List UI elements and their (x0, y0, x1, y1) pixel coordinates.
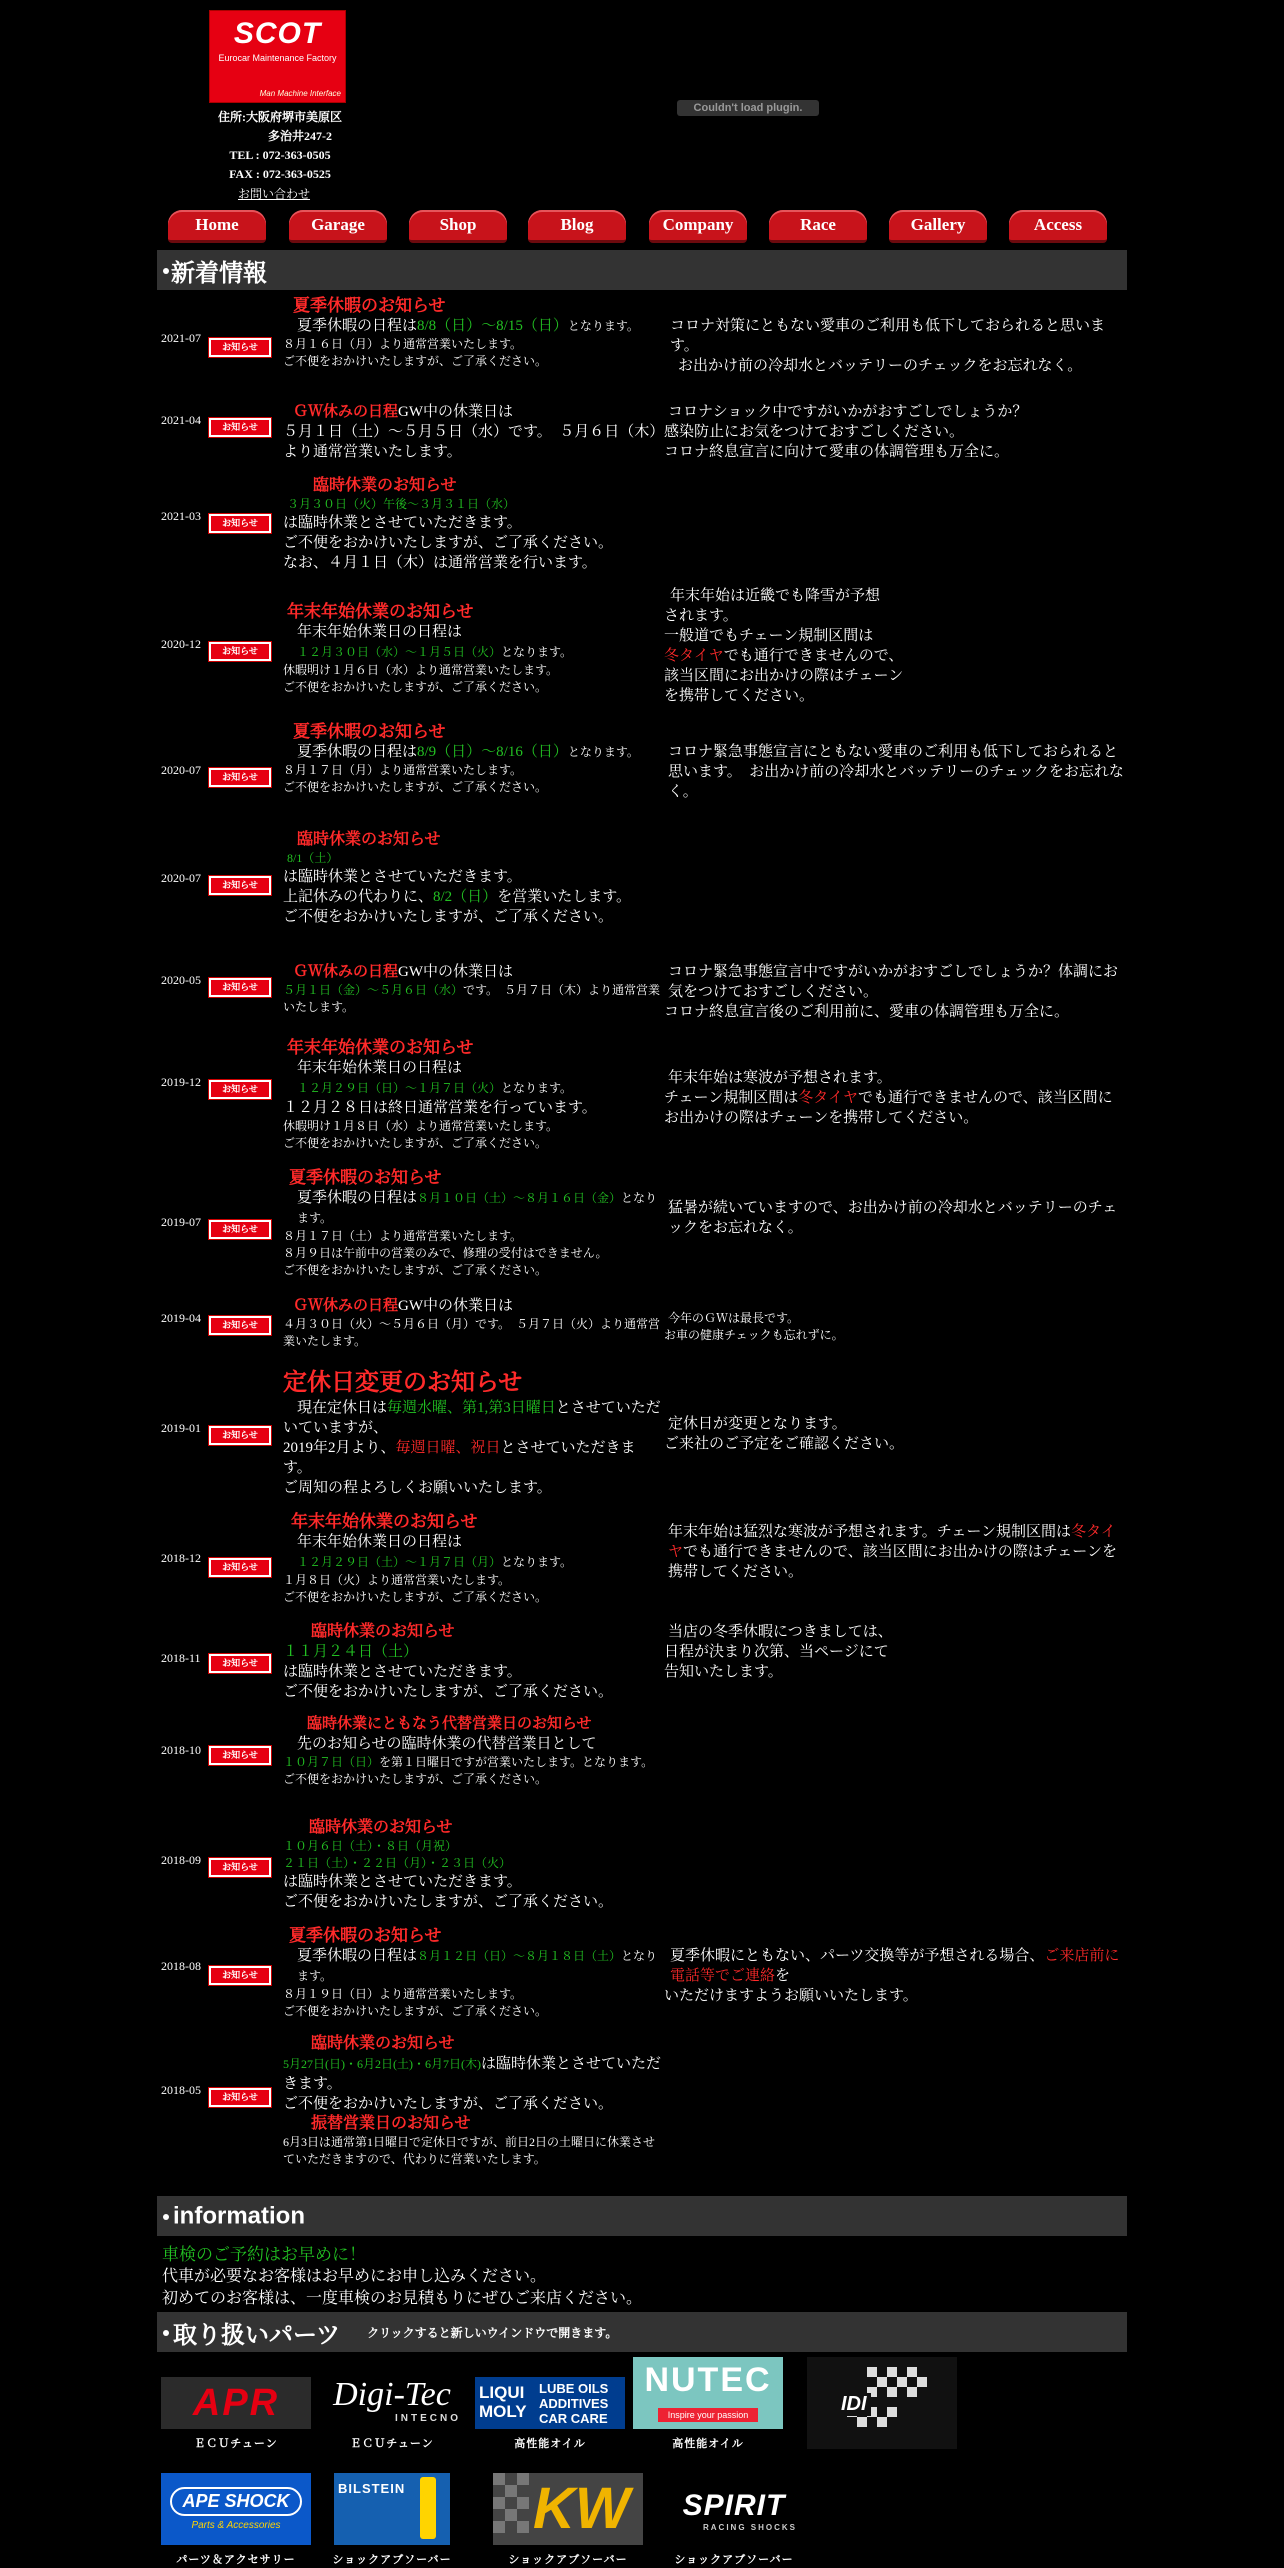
part-label: ＥＣＵチューン (194, 2438, 278, 2450)
part-label: ショックアブソーバー (332, 2554, 452, 2566)
news-item (157, 1038, 1127, 1164)
logo-main-text: SCOT (233, 17, 322, 50)
kw-logo-text: KW (533, 2476, 630, 2541)
news-text: １２月２８日は終日通常営業を行っています。 (283, 1100, 597, 1116)
news-text: GW中の休業日は (398, 1298, 514, 1314)
news-title: 夏季休暇のお知らせ (293, 722, 446, 741)
news-item (157, 476, 1127, 576)
news-date-range: １１月２４日（土） (283, 1644, 419, 1660)
news-date: 2018-11 (161, 1651, 201, 1665)
notice-badge[interactable]: お知らせ (209, 1426, 271, 1445)
news-title: 臨時休業のお知らせ (313, 477, 457, 494)
part-label: 高性能オイル (514, 2438, 586, 2450)
news-text: ご不便をおかけいたしますが、ご了承ください。 (283, 780, 548, 794)
news-text: ご不便をおかけいたしますが、ご了承ください。 (283, 909, 614, 925)
nav-shop[interactable]: Shop (409, 210, 507, 243)
news-side-text: ご来社のご予定をご確認ください。 (664, 1436, 905, 1452)
news-side-text: お車の健康チェックも忘れずに。 (664, 1328, 844, 1342)
news-date: 2018-09 (161, 1853, 201, 1867)
news-text: 夏季休暇の日程は (297, 1190, 418, 1206)
news-text: ５月１日（土）～５月５日（水）です。 ５月６日（木）より通常営業いたします。 (283, 424, 657, 460)
digitec-logo-text: Digi-Tec (333, 2377, 451, 2413)
news-date-range: 8/9（日）～8/16（日） (417, 744, 568, 760)
news-title: 年末年始休業のお知らせ (291, 1512, 478, 1531)
news-item (157, 1818, 1127, 1918)
news-highlight: 毎週水曜、第1,第3日曜日 (387, 1400, 556, 1416)
news-date-range: ３月３０日（火）午後～３月３１日（水） (287, 497, 516, 511)
apeshock-logo (161, 2473, 311, 2545)
news-item (157, 1714, 1127, 1814)
idi-logo-text: IDI (837, 2393, 871, 2416)
notice-badge[interactable]: お知らせ (209, 1746, 271, 1765)
liquimoly-logo-text: LIQUI MOLY (479, 2383, 527, 2421)
news-text: 夏季休暇の日程は (297, 318, 418, 334)
bullet-icon (163, 2330, 169, 2336)
news-title: 臨時休業のお知らせ (311, 2035, 455, 2052)
news-text: 夏季休暇の日程は (297, 744, 418, 760)
news-side-text: コロナ終息宣言に向けて愛車の体調管理も万全に。 (664, 444, 1010, 460)
news-text: ８月１６日（月）より通常営業いたします。 (283, 337, 523, 351)
checkered-flag-icon (807, 2357, 957, 2449)
news-text: ご不便をおかけいたしますが、ご了承ください。 (283, 354, 548, 368)
news-text: 2019年2月より、 (283, 1440, 396, 1456)
nutec-logo-sub: Inspire your passion (658, 2408, 759, 2422)
part-label: 高性能オイル (672, 2438, 744, 2450)
news-item (157, 1168, 1127, 1296)
nav-home[interactable]: Home (168, 210, 266, 243)
news-item (157, 722, 1127, 822)
liquimoly-logo (475, 2377, 625, 2429)
news-text: となります。 (501, 1555, 573, 1569)
address-line-2: 多治井247-2 (268, 129, 332, 143)
notice-badge[interactable]: お知らせ (209, 978, 271, 997)
news-date: 2021-07 (161, 331, 201, 345)
news-date: 2019-04 (161, 1311, 201, 1325)
notice-badge[interactable]: お知らせ (209, 642, 271, 661)
parts-heading-bar (157, 2312, 1127, 2352)
nav-access[interactable]: Access (1009, 210, 1107, 243)
news-date-range: 5月27日(日)・6月2日(土)・6月7日(木) (283, 2057, 481, 2071)
news-date-range: 8/1（土） (287, 851, 339, 865)
news-date: 2020-07 (161, 763, 201, 777)
news-item (157, 962, 1127, 1032)
address-block (200, 108, 360, 184)
part-bilstein[interactable] (332, 2473, 452, 2567)
news-text: ４月３０日（火）～５月６日（月）です。 ５月７日（火）より通常営業いたします。 (283, 1317, 661, 1348)
news-text: GW中の休業日は (398, 404, 514, 420)
news-text: ご不便をおかけいたしますが、ご了承ください。 (283, 1772, 548, 1786)
news-date-range: １０月７日（日） (283, 1755, 380, 1769)
news-side-highlight: 冬タイヤ (798, 1090, 858, 1106)
nutec-logo (633, 2357, 783, 2429)
logo-ribbon-text: Man Machine Interface (259, 89, 341, 98)
news-side-text: 日程が決まり次第、当ページにて (664, 1644, 889, 1660)
news-title: 夏季休暇のお知らせ (289, 1168, 442, 1187)
news-heading: 新着情報 (171, 260, 267, 287)
news-item (157, 830, 1127, 942)
nav-race[interactable]: Race (769, 210, 867, 243)
news-item (157, 1296, 1127, 1364)
news-title: 年末年始休業のお知らせ (287, 1038, 474, 1057)
news-text: なお、４月１日（木）は通常営業を行います。 (283, 555, 597, 571)
parts-note: クリックすると新しいウインドウで開きます。 (367, 2326, 618, 2340)
notice-badge[interactable]: お知らせ (209, 1558, 271, 1577)
news-title: 定休日変更のお知らせ (283, 1370, 523, 1396)
nav-blog[interactable]: Blog (528, 210, 626, 243)
main-nav (168, 210, 1112, 244)
nav-company[interactable]: Company (649, 210, 747, 243)
bullet-icon (163, 268, 169, 274)
part-label: ショックアブソーバー (674, 2554, 794, 2566)
news-date: 2021-04 (161, 413, 201, 427)
news-text: 現在定休日は (297, 1400, 388, 1416)
digitec-logo (317, 2377, 467, 2429)
news-side-text: コロナ緊急事態宣言にともない愛車のご利用も低下しておられると思います。 お出かけ前の冷却水とバッテリーのチェックをお忘れなく。 (668, 744, 1124, 800)
information-heading: information (173, 2202, 305, 2230)
news-item (157, 402, 1127, 476)
news-title: 夏季休暇のお知らせ (289, 1926, 442, 1945)
news-date: 2021-03 (161, 509, 201, 523)
part-idi[interactable] (807, 2357, 957, 2451)
news-date: 2018-12 (161, 1551, 201, 1565)
news-item (157, 2034, 1127, 2174)
news-side-text: 該当区間にお出かけの際はチェーン (664, 668, 904, 684)
notice-badge[interactable]: お知らせ (209, 1654, 271, 1673)
information-text: 初めてのお客様は、一度車検のお見積もりにぜひご来店ください。 (162, 2290, 643, 2307)
news-title: 臨時休業にともなう代替営業日のお知らせ (307, 1716, 592, 1732)
news-side-text: 年末年始は寒波が予想されます。 (668, 1070, 892, 1086)
information-highlight: 車検のご予約はお早めに！ (162, 2245, 366, 2264)
information-body (162, 2244, 1122, 2310)
news-side-text: コロナ緊急事態宣言中ですがいかがおすごしでしょうか？体調にお気をつけておすごしください。 (668, 964, 1119, 1000)
news-side-text: お出かけ前の冷却水とバッテリーのチェックをお忘れなく。 (678, 358, 1083, 374)
news-text: １月８日（火）より通常営業いたします。 (283, 1573, 511, 1587)
news-date: 2018-10 (161, 1743, 201, 1757)
notice-badge[interactable]: お知らせ (209, 514, 271, 533)
news-text: GW中の休業日は (398, 964, 514, 980)
digitec-logo-sub: INTECNO (395, 2413, 461, 2424)
news-text: 年末年始休業日の日程は (297, 1060, 463, 1076)
news-side-text: されます。 (664, 608, 738, 624)
news-text: ご不便をおかけいたしますが、ご了承ください。 (283, 1263, 548, 1277)
news-item (157, 296, 1127, 396)
news-date-range: １２月３０日（水）～１月５日（火） (297, 645, 502, 659)
news-item (157, 1622, 1127, 1710)
part-apeshock[interactable] (161, 2473, 311, 2567)
news-subtitle: 振替営業日のお知らせ (311, 2115, 471, 2132)
news-text: は臨時休業とさせていただきます。 (283, 515, 522, 531)
news-date-range: １２月２９日（土）～１月７日（月） (297, 1555, 502, 1569)
news-side-text: 当店の冬季休暇につきましては、 (668, 1624, 893, 1640)
plugin-placeholder: Couldn't load plugin. (677, 100, 819, 116)
apeshock-logo-sub: Parts & Accessories (191, 2520, 281, 2531)
notice-badge[interactable]: お知らせ (209, 768, 271, 787)
news-side-text: 夏季休暇にともない、パーツ交換等が予想される場合、 (670, 1948, 1045, 1964)
news-text: ご不便をおかけいたしますが、ご了承ください。 (283, 1136, 548, 1150)
news-date-range: 8/2（日） (433, 889, 498, 905)
news-text: ８月１７日（土）より通常営業いたします。 (283, 1229, 523, 1243)
news-side-highlight: ご来店前に電話等でご連絡 (670, 1948, 1120, 1984)
news-side-text: を携帯してください。 (664, 688, 815, 704)
news-title: 臨時休業のお知らせ (297, 831, 441, 848)
news-side-text: 年末年始は猛烈な寒波が予想されます。チェーン規制区間は (668, 1524, 1072, 1540)
news-text: 休暇明け１月６日（水）より通常営業いたします。 (283, 663, 559, 677)
news-side-text: を (775, 1968, 791, 1984)
news-side-highlight: 冬タイヤ (668, 1524, 1116, 1560)
scot-logo[interactable] (209, 10, 346, 103)
news-item (157, 1512, 1127, 1612)
news-text: ご不便をおかけいたしますが、ご了承ください。 (283, 1590, 548, 1604)
part-liquimoly[interactable] (475, 2357, 625, 2451)
news-date: 2018-05 (161, 2083, 201, 2097)
kw-logo (493, 2473, 643, 2545)
news-text: は臨時休業とさせていただきます。 (283, 2056, 661, 2092)
news-side-text: コロナ終息宣言後のご利用前に、愛車の体調管理も万全に。 (664, 1004, 1070, 1020)
apeshock-logo-text: APE SHOCK (170, 2487, 301, 2516)
news-text: は臨時休業とさせていただきます。 (283, 869, 522, 885)
news-text: となります。 (501, 1081, 573, 1095)
news-text: ご不便をおかけいたしますが、ご了承ください。 (283, 535, 614, 551)
fax-line: FAX : 072-363-0525 (229, 167, 331, 181)
news-text: ご不便をおかけいたしますが、ご了承ください。 (283, 2004, 548, 2018)
news-text: ８月９日は午前中の営業のみで、修理の受付はできません。 (283, 1246, 608, 1260)
news-text: となります。 (567, 745, 639, 759)
nav-gallery[interactable]: Gallery (889, 210, 987, 243)
part-digitec[interactable] (317, 2357, 467, 2451)
news-date-range: ８月１２日（日）～８月１８日（土） (417, 1949, 622, 1963)
news-date: 2019-07 (161, 1215, 201, 1229)
news-text: は臨時休業とさせていただきます。 (283, 1874, 522, 1890)
bilstein-logo (334, 2473, 450, 2545)
news-side-text: 今年のＧＷは最長です。 (668, 1311, 800, 1325)
information-text: 代車が必要なお客様はお早めにお申し込みください。 (162, 2268, 547, 2285)
notice-badge[interactable]: お知らせ (209, 1080, 271, 1099)
apr-logo (161, 2377, 311, 2429)
news-item (157, 1926, 1127, 2026)
news-text: は臨時休業とさせていただきます。 (283, 1664, 522, 1680)
notice-badge[interactable]: お知らせ (209, 2088, 271, 2107)
notice-badge[interactable]: お知らせ (209, 1220, 271, 1239)
bilstein-logo-text: BILSTEIN (338, 2481, 406, 2496)
bullet-icon (163, 2214, 169, 2220)
news-text: とさせていただいていますが、 (283, 1400, 661, 1436)
news-text: を営業いたします。 (497, 889, 631, 905)
news-text: ご不便をおかけいたしますが、ご了承ください。 (283, 1684, 614, 1700)
news-date-range: 8/8（日）～8/15（日） (417, 318, 568, 334)
news-text: 休暇明け１月８日（水）より通常営業いたします。 (283, 1119, 559, 1133)
news-side-text: 感染防止にお気をつけておすごしください。 (664, 424, 965, 440)
spirit-logo-sub: RACING SHOCKS (702, 2523, 797, 2532)
part-apr[interactable] (161, 2357, 311, 2451)
part-nutec[interactable] (633, 2357, 783, 2451)
news-text: 年末年始休業日の日程は (297, 1534, 463, 1550)
idi-logo (807, 2357, 957, 2449)
news-side-text: 猛暑が続いていますので、お出かけ前の冷却水とバッテリーのチェックをお忘れなく。 (668, 1200, 1118, 1236)
news-date-range: １０月６日（土）・８日（月祝） (283, 1839, 458, 1853)
part-kw[interactable] (493, 2473, 643, 2567)
news-side-text: コロナショック中ですがいかがおすごしでしょうか？ (668, 404, 1028, 420)
part-spirit[interactable] (659, 2473, 809, 2567)
news-date-range: ８月１０日（土）～８月１６日（金） (417, 1191, 622, 1205)
news-highlight: 毎週日曜、祝日 (395, 1440, 501, 1456)
news-text: ご不便をおかけいたしますが、ご了承ください。 (283, 680, 548, 694)
news-text: ８月１９日（日）より通常営業いたします。 (283, 1987, 523, 2001)
news-text: 上記休みの代わりに、 (283, 889, 434, 905)
news-date: 2020-12 (161, 637, 201, 651)
address-line-1: 住所:大阪府堺市美原区 (218, 110, 342, 124)
news-side-text: コロナ対策にともない愛車のご利用も低下しておられると思います。 (670, 318, 1106, 354)
news-text: ８月１７日（月）より通常営業いたします。 (283, 763, 523, 777)
news-date: 2018-08 (161, 1959, 201, 1973)
news-date-range: ５月１日（金）～５月６日（水） (283, 983, 464, 997)
contact-link[interactable]: お問い合わせ (238, 187, 311, 201)
news-side-highlight: 冬タイヤ (664, 648, 724, 664)
news-title: ＧＷ休みの日程 (293, 964, 399, 980)
news-text: 先のお知らせの臨時休業の代替営業日として (297, 1736, 597, 1752)
news-text: 夏季休暇の日程は (297, 1948, 418, 1964)
news-text: 6月3日は通常第1日曜日で定休日ですが、前日2日の土曜日に休業させていただきますので、代わりに営業いたします。 (283, 2135, 656, 2166)
apr-logo-text: APR (192, 2382, 280, 2424)
news-title: ＧＷ休みの日程 (293, 404, 399, 420)
news-date-range: １２月２９日（日）～１月７日（火） (297, 1081, 502, 1095)
nav-garage[interactable]: Garage (289, 210, 387, 243)
part-label: パーツ＆アクセサリー (176, 2554, 296, 2566)
notice-badge[interactable]: お知らせ (209, 418, 271, 437)
news-side-text: でも通行できませんので、該当区間にお出かけの際はチェーンを携帯してください。 (668, 1544, 1117, 1580)
news-item (157, 1368, 1127, 1498)
news-side-text: チェーン規制区間は (664, 1090, 799, 1106)
news-date: 2020-05 (161, 973, 201, 987)
news-side-text: でも通行できませんので、該当区間にお出かけの際はチェーンを携帯してください。 (664, 1090, 1113, 1126)
news-side-text: でも通行できませんので、 (723, 648, 904, 664)
shock-absorber-icon (420, 2477, 436, 2539)
parts-heading: 取り扱いパーツ (173, 2322, 341, 2349)
news-title: 夏季休暇のお知らせ (293, 296, 446, 315)
news-item (157, 586, 1127, 716)
logo-sub-text: Eurocar Maintenance Factory (218, 53, 337, 63)
news-text: です。 ５月７日（木）より通常営業いたします。 (283, 983, 661, 1014)
news-text: となります。 (297, 1949, 658, 1983)
notice-badge[interactable]: お知らせ (209, 1316, 271, 1335)
news-text: 年末年始休業日の日程は (297, 624, 463, 640)
part-label: ショックアブソーバー (508, 2554, 628, 2566)
notice-badge[interactable]: お知らせ (209, 876, 271, 895)
news-date-range: ２１日（土）・２２日（月）・２３日（火） (283, 1856, 512, 1870)
nutec-logo-text: NUTEC (644, 2361, 772, 2399)
news-text: とさせていただきます。 (283, 1440, 636, 1476)
news-text: ご不便をおかけいたしますが、ご了承ください。 (283, 2096, 614, 2112)
news-heading-bar (157, 250, 1127, 290)
news-side-text: 告知いたします。 (664, 1664, 783, 1680)
notice-badge[interactable]: お知らせ (209, 338, 271, 357)
spirit-logo-text: SPIRIT (682, 2489, 786, 2522)
news-text: ご不便をおかけいたしますが、ご了承ください。 (283, 1894, 614, 1910)
information-heading-bar (157, 2196, 1127, 2236)
news-text: ご周知の程よろしくお願いいたします。 (283, 1480, 552, 1496)
news-side-text: 定休日が変更となります。 (668, 1416, 847, 1432)
news-date: 2019-12 (161, 1075, 201, 1089)
spirit-logo (659, 2473, 809, 2545)
notice-badge[interactable]: お知らせ (209, 1966, 271, 1985)
news-date: 2019-01 (161, 1421, 201, 1435)
news-text: となります。 (297, 1191, 658, 1225)
news-side-text: 年末年始は近畿でも降雪が予想 (670, 588, 881, 604)
notice-badge[interactable]: お知らせ (209, 1858, 271, 1877)
news-title: 臨時休業のお知らせ (309, 1819, 453, 1836)
news-text: を第１日曜日ですが営業いたします。となります。 (379, 1755, 654, 1769)
news-title: 臨時休業のお知らせ (311, 1623, 455, 1640)
news-title: ＧＷ休みの日程 (293, 1298, 399, 1314)
part-label: ＥＣＵチューン (350, 2438, 434, 2450)
tel-line: TEL : 072-363-0505 (229, 148, 331, 162)
news-title: 年末年始休業のお知らせ (287, 602, 474, 621)
news-text: となります。 (501, 645, 573, 659)
liquimoly-logo-sub: LUBE OILS ADDITIVES CAR CARE (539, 2381, 609, 2426)
news-side-text: いただけますようお願いいたします。 (664, 1988, 918, 2004)
news-side-text: 一般道でもチェーン規制区間は (664, 628, 874, 644)
news-date: 2020-07 (161, 871, 201, 885)
site-header (0, 0, 1284, 250)
news-text: となります。 (567, 319, 639, 333)
